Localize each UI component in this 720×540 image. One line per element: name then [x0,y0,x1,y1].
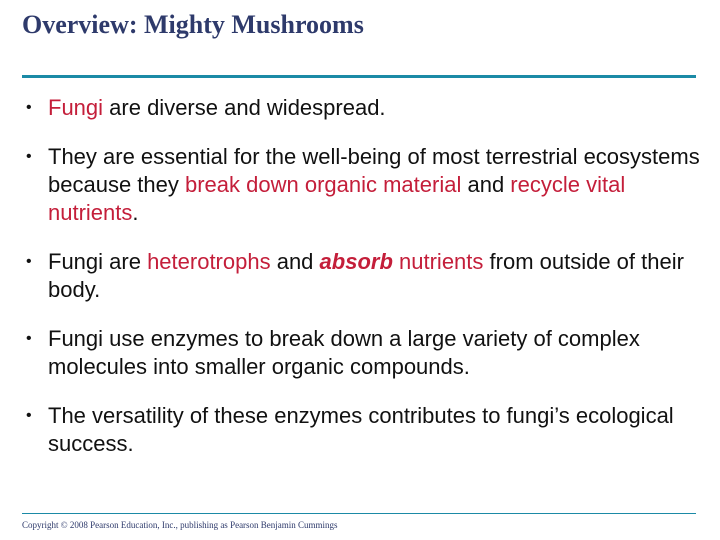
bullet-dot-icon: • [26,253,32,270]
term-recycle-vital-nutrients: recycle vital nutrients [48,172,626,225]
bullet-text: The versatility of these enzymes contributes to fungi’s ecological success. [48,403,674,456]
bullet-dot-icon: • [26,407,32,424]
term-absorb: absorb [319,249,393,274]
bullet-dot-icon: • [26,148,32,165]
bullet-item-versatility [26,402,706,458]
bullet-text: Fungi are [48,249,148,274]
copyright-footer: Copyright © 2008 Pearson Education, Inc., publishing as Pearson Benjamin Cummings [22,520,338,530]
bullet-text: They are essential for the well-being of most terrestrial ecosystems because they [48,144,700,197]
bullet-list [26,94,706,479]
bullet-text: and [461,172,511,197]
bullet-item-heterotrophs [26,248,706,304]
term-fungi: Fungi [48,95,104,120]
bullet-text: . [132,200,139,225]
term-heterotrophs: heterotrophs [147,249,271,274]
bullet-text: and [270,249,320,274]
footer-divider [22,513,696,514]
title-divider [22,75,696,78]
bullet-dot-icon: • [26,99,32,116]
slide-title: Overview: Mighty Mushrooms [22,10,364,39]
bullet-item-ecosystems [26,143,706,227]
bullet-dot-icon: • [26,330,32,347]
term-nutrients: nutrients [399,249,484,274]
bullet-text: from outside of their body. [48,249,684,302]
bullet-item-diversity [26,94,706,122]
bullet-text: are diverse and widespread. [103,95,386,120]
term-break-down-organic-material: break down organic material [184,172,462,197]
bullet-text: Fungi use enzymes to break down a large variety of complex molecules into smaller organic compounds. [48,326,640,379]
bullet-item-enzymes [26,325,706,381]
